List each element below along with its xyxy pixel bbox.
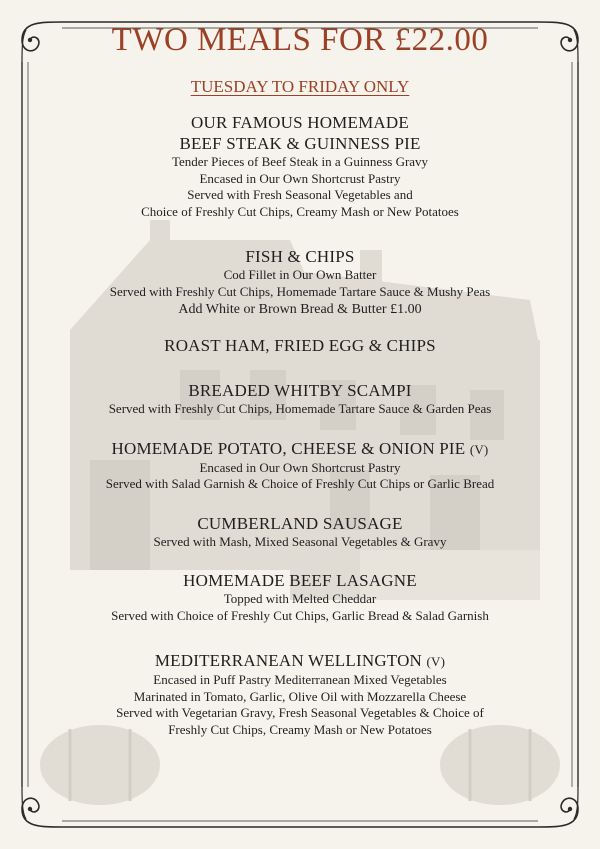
item-name: CUMBERLAND SAUSAGE xyxy=(197,513,403,533)
menu-content xyxy=(40,20,560,738)
menu-item xyxy=(40,650,560,738)
menu-item xyxy=(40,380,560,418)
item-description: Served with Mash, Mixed Seasonal Vegetables & Gravy xyxy=(153,533,447,549)
vegetarian-tag: (V) xyxy=(426,654,446,669)
item-description: Tender Pieces of Beef Steak in a Guinness Gravy xyxy=(171,154,429,169)
item-description: Marinated in Tomato, Garlic, Olive Oil with Mozzarella Cheese xyxy=(133,688,467,704)
menu-title: TWO MEALS FOR £22.00 xyxy=(111,22,489,58)
item-name: MEDITERRANEAN WELLINGTON xyxy=(154,651,423,670)
menu-item xyxy=(40,335,560,356)
item-description: Served with Vegetarian Gravy, Fresh Seasonal Vegetables & Choice of xyxy=(116,705,484,720)
item-name-row xyxy=(40,438,560,460)
menu-item xyxy=(40,438,560,493)
item-name: HOMEMADE POTATO, CHEESE & ONION PIE xyxy=(111,438,466,458)
menu-subtitle: TUESDAY TO FRIDAY ONLY xyxy=(190,77,410,96)
item-name: BREADED WHITBY SCAMPI xyxy=(188,381,412,400)
menu-items xyxy=(40,112,560,738)
item-description: Encased in Our Own Shortcrust Pastry xyxy=(199,170,401,186)
item-name: FISH & CHIPS xyxy=(245,247,355,266)
item-name: BEEF STEAK & GUINNESS PIE xyxy=(179,134,421,153)
item-description: Encased in Our Own Shortcrust Pastry xyxy=(199,459,401,475)
item-description: Encased in Puff Pastry Mediterranean Mixed Vegetables xyxy=(153,672,447,687)
item-description: Served with Freshly Cut Chips, Homemade Tartare Sauce & Garden Peas xyxy=(108,401,492,416)
scroll-corner-icon xyxy=(530,779,590,839)
item-description: Freshly Cut Chips, Creamy Mash or New Potatoes xyxy=(168,721,432,737)
item-description: Choice of Freshly Cut Chips, Creamy Mash or New Potatoes xyxy=(141,203,459,219)
item-name: HOMEMADE BEEF LASAGNE xyxy=(183,571,417,590)
item-description: Cod Fillet in Our Own Batter xyxy=(223,267,377,282)
item-description: Served with Freshly Cut Chips, Homemade Tartare Sauce & Mushy Peas xyxy=(109,283,491,299)
vegetarian-tag: (V) xyxy=(469,441,489,457)
item-description: Served with Choice of Freshly Cut Chips, Garlic Bread & Salad Garnish xyxy=(111,607,489,623)
scroll-corner-icon xyxy=(10,779,70,839)
item-name-row xyxy=(40,650,560,672)
item-description: Served with Fresh Seasonal Vegetables and xyxy=(187,187,413,202)
menu-item xyxy=(40,112,560,220)
menu-item xyxy=(40,570,560,624)
item-description: Served with Salad Garnish & Choice of Freshly Cut Chips or Garlic Bread xyxy=(105,476,495,491)
item-name: ROAST HAM, FRIED EGG & CHIPS xyxy=(164,336,436,355)
menu-item xyxy=(40,246,560,319)
menu-item xyxy=(40,513,560,551)
item-extra: Add White or Brown Bread & Butter £1.00 xyxy=(178,302,422,317)
item-name: OUR FAMOUS HOMEMADE xyxy=(191,113,409,132)
item-description: Topped with Melted Cheddar xyxy=(223,591,377,606)
